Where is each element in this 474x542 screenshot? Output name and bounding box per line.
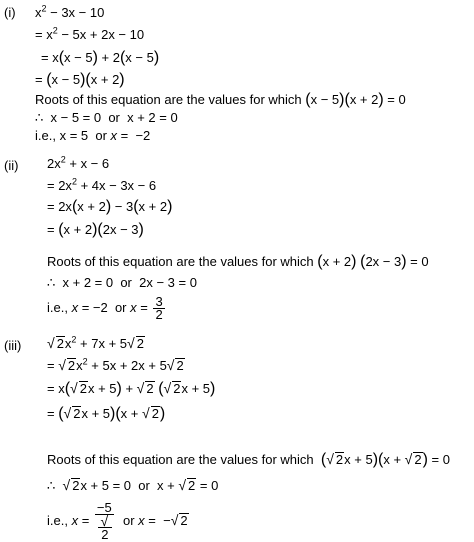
equation-line: ∴ x + 2 = 0 or 2x − 3 = 0 xyxy=(47,275,197,290)
equation-line: = 2x(x + 2) − 3(x + 2) xyxy=(47,198,173,215)
equation-line: = (√ 2x + 5)(x + √ 2) xyxy=(47,405,166,422)
therefore-symbol: ∴ xyxy=(47,275,56,290)
solution-line: i.e., x = −5 √ 2 or x = −√ 2 xyxy=(47,500,188,542)
equation-line: = x(√ 2x + 5) + √ 2 (√ 2x + 5) xyxy=(47,380,216,397)
fraction: −5 √ 2 xyxy=(96,500,112,542)
roots-phrase: Roots of this equation are the values for which xyxy=(47,254,314,269)
roots-statement: Roots of this equation are the values for which (√ 2x + 5)(x + √ 2) = 0 xyxy=(47,451,450,468)
equation-line: = (x + 2)(2x − 3) xyxy=(47,221,144,238)
part-label-ii: (ii) xyxy=(4,158,19,173)
roots-phrase: Roots of this equation are the values for which xyxy=(47,452,314,467)
roots-statement: Roots of this equation are the values for which (x + 2) (2x − 3) = 0 xyxy=(47,253,429,270)
ie-label: i.e., xyxy=(47,299,68,315)
part-label-i: (i) xyxy=(4,5,16,20)
therefore-symbol: ∴ xyxy=(47,478,56,493)
equation-line: = $x^2 - 5x + 2x - 10$ xyxy=(35,25,145,42)
solution-line: i.e., x = 5 or x = −2 xyxy=(35,128,151,143)
roots-phrase: Roots of this equation are the values for which xyxy=(35,92,302,107)
equation-line: = √ $2x^2 + 5x + 2x + 5√$ 2 xyxy=(47,356,184,373)
equation-line: = (x − 5)(x + 2) xyxy=(35,71,125,88)
therefore-symbol: ∴ xyxy=(35,110,44,125)
equation-line: = x(x − 5) + 2(x − 5) xyxy=(41,49,160,66)
ie-label: i.e., xyxy=(47,512,68,528)
equation-line: ∴ x − 5 = 0 or x + 2 = 0 xyxy=(35,110,178,125)
equation-line: √ $2x^2 + 7x + 5√$ 2 xyxy=(47,334,144,351)
solution-line: i.e., x = −2 or x = $\frac{3}{2}$ xyxy=(47,294,163,322)
fraction: $\frac{3}{2}$ xyxy=(155,294,163,322)
part-label-iii: (iii) xyxy=(4,338,22,353)
equation-line: $2x^2 + x - 6$ xyxy=(47,154,110,171)
roots-statement: Roots of this equation are the values for which (x − 5)(x + 2) = 0 xyxy=(35,91,406,108)
ie-label: i.e., xyxy=(35,128,56,143)
equation-line: ∴ √ 2x + 5 = 0 or x + √ 2 = 0 xyxy=(47,477,219,493)
equation-line: $x^2 - 3x - 10$ xyxy=(35,3,105,20)
equation-line: = $2x^2 + 4x - 3x - 6$ xyxy=(47,176,157,193)
